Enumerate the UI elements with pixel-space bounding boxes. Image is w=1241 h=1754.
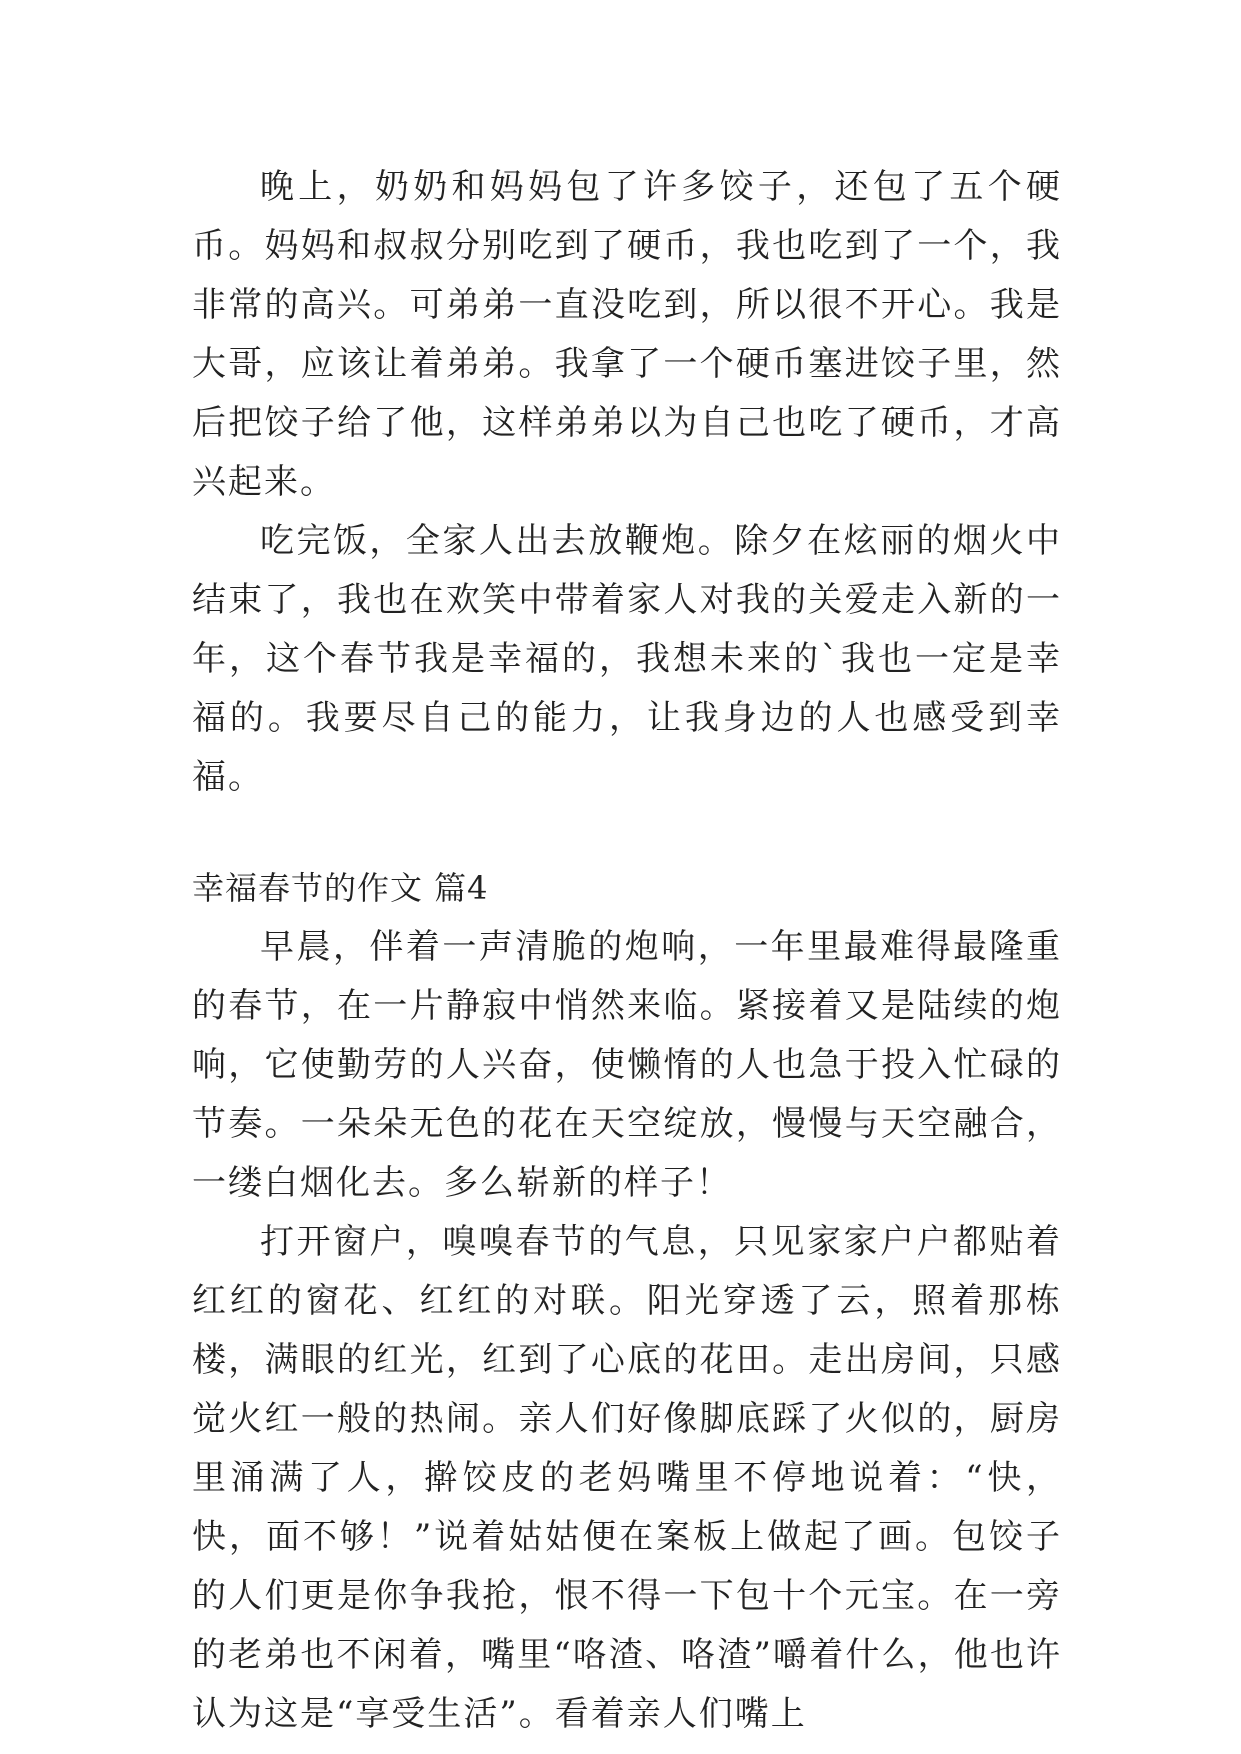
section-title: 幸福春节的作文 篇4	[192, 869, 489, 907]
paragraph-morning: 早晨，伴着一声清脆的炮响，一年里最难得最隆重的春节，在一片静寂中悄然来临。紧接着又是陆续的炮响，它使勤劳的人兴奋，使懒惰的人也急于投入忙碌的节奏。一朵朵无色的花在天空绽放，慢慢与天空融合，一缕白烟化去。多么崭新的样子！	[192, 927, 1062, 1203]
paragraph-open-window: 打开窗户，嗅嗅春节的气息，只见家家户户都贴着红红的窗花、红红的对联。阳光穿透了云，照着那栋楼，满眼的红光，红到了心底的花田。走出房间，只感觉火红一般的热闹。亲人们好像脚底踩了火似的，厨房里涌满了人，擀饺皮的老妈嘴里不停地说着：“快，快，面不够！”说着姑姑便在案板上做起了画。包饺子的人们更是你争我抢，恨不得一下包十个元宝。在一旁的老弟也不闲着，嘴里“咯渣、咯渣”嚼着什么，他也许认为这是“享受生活”。看着亲人们嘴上	[192, 1222, 1062, 1734]
paragraph-dumplings-coins: 晚上，奶奶和妈妈包了许多饺子，还包了五个硬币。妈妈和叔叔分别吃到了硬币，我也吃到了一个，我非常的高兴。可弟弟一直没吃到，所以很不开心。我是大哥，应该让着弟弟。我拿了一个硬币塞进饺子里，然后把饺子给了他，这样弟弟以为自己也吃了硬币，才高兴起来。	[192, 167, 1062, 502]
paragraph-firecrackers: 吃完饭，全家人出去放鞭炮。除夕在炫丽的烟火中结束了，我也在欢笑中带着家人对我的关爱走入新的一年，这个春节我是幸福的，我想未来的`我也一定是幸福的。我要尽自己的能力，让我身边的人也感受到幸福。	[192, 521, 1062, 797]
document-body	[192, 158, 1062, 1744]
